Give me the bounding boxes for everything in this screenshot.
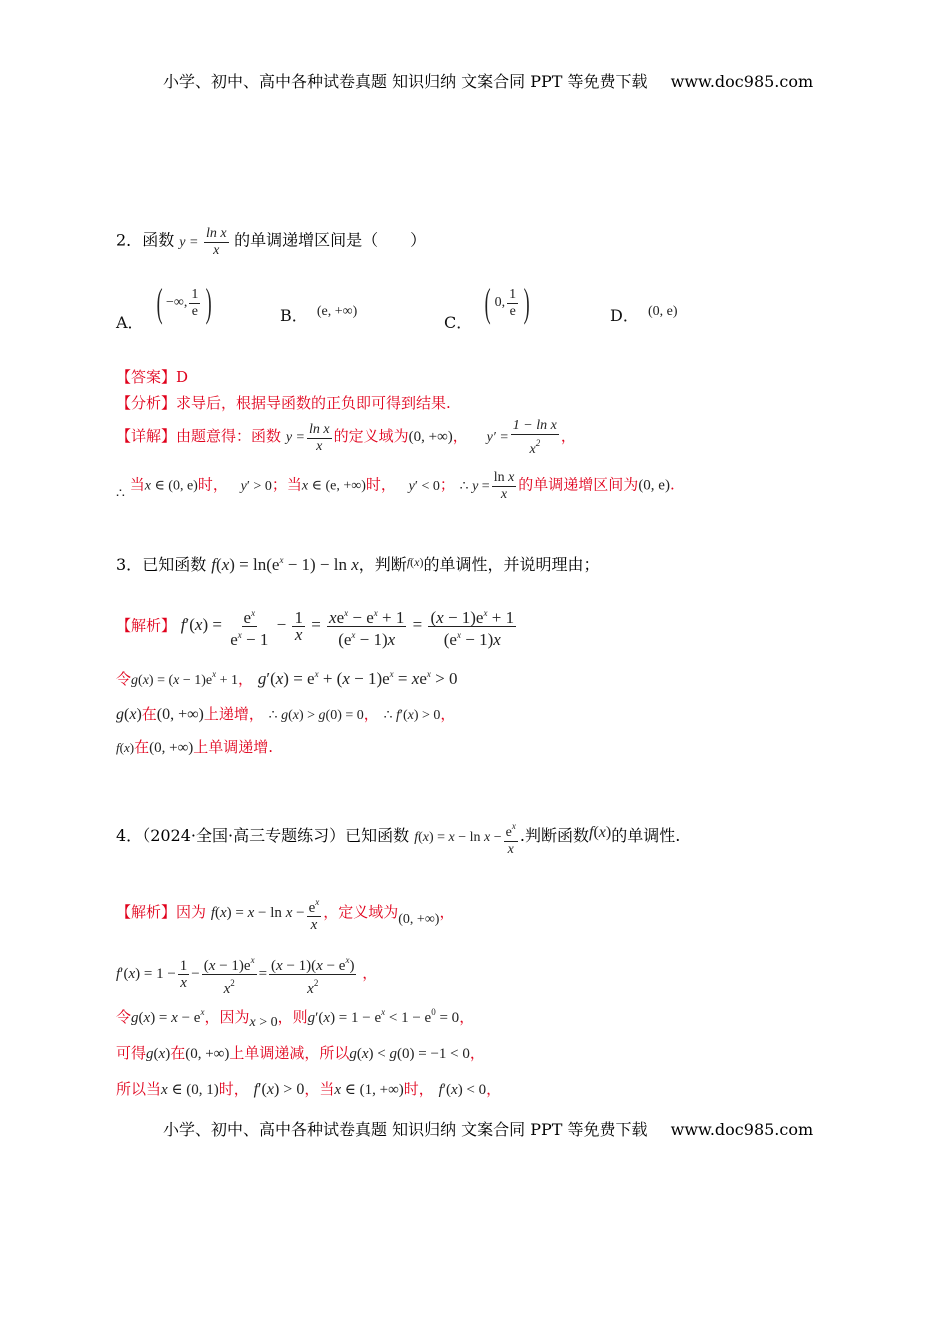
- q4-solution-line-1: 【解析】因为 f(x) = x − ln x − $\frac{e^x}{x}$ ，定义域为(0, +∞)，: [116, 894, 454, 933]
- q3-increasing: 上递增，: [203, 705, 264, 723]
- q4-f-def: f(x) = x − ln x − $\frac{e^x}{x}$: [211, 905, 323, 921]
- q3-line4-end: 上单调递增.: [193, 738, 274, 756]
- q4-because2: ，因为: [204, 1008, 250, 1026]
- option-c-label: C．: [444, 313, 473, 333]
- detail-text-2: 的定义域为: [333, 427, 409, 446]
- q4-g-deriv: $g'(x) = 1 - e^x < 1 - e^0 = 0$: [307, 1007, 460, 1026]
- q4-then: ，则: [277, 1008, 308, 1026]
- when-1-end: 时，: [197, 475, 228, 494]
- q4-when2: ，当: [304, 1080, 335, 1098]
- q3-g-deriv: $g'(x) = e^x + (x - 1)e^x = xe^x > 0$: [257, 669, 458, 688]
- page-footer: [163, 1117, 813, 1140]
- q2-conclusion: ∴ 当x ∈ (0, e)时， y′ > 0；当x ∈ (e, +∞)时， y′ < 0； ∴ y = $\frac{\text{ln x}}{x}$ 的单调递增区间为(0, e).: [116, 470, 675, 502]
- q2-option-b[interactable]: [280, 300, 357, 326]
- q3-jiexi-tag: 【解析】: [116, 616, 177, 635]
- q2-answer: [116, 366, 188, 387]
- q4-let: 令: [116, 1008, 132, 1026]
- q4-f-deriv: f′(x) = 1 − $\frac{1}{x}$ − $\frac{(x - 1)e^x}{x^2}$ = $\frac{(x - 1)(x - e^x)}{x^2}$: [116, 966, 362, 982]
- q3-suffix-1: ，判断: [358, 555, 407, 574]
- q3-prefix: 已知函数: [142, 555, 207, 574]
- q4-solution-line-2: f′(x) = 1 − $\frac{1}{x}$ − $\frac{(x - 1)e^x}{x^2}$ = $\frac{(x - 1)(x - e^x)}{x^2}$ ，: [116, 952, 377, 997]
- q2-suffix: 的单调递增区间是（ ）: [234, 230, 427, 250]
- q3-comma-2: ，: [363, 705, 379, 723]
- q3-interval-2: (0, +∞): [149, 740, 194, 756]
- q2-function: y = $\frac{\text{ln x}}{x}$: [179, 226, 227, 258]
- q3-solution-line-2: [116, 668, 457, 689]
- detail-sep-2: ，: [560, 427, 576, 446]
- detail-sep: ，: [452, 427, 468, 446]
- header-url[interactable]: www.doc985.com: [670, 72, 814, 91]
- q3-solution-line-1: [116, 605, 518, 648]
- q3-derivative: f′(x) = $\frac{e^x}{e^x - 1}$ − $\frac{1}{x}$ = $\frac{xe^x - e^x + 1}{(e^x - 1)x}$ = $\frac{(x - 1)e^x + 1}{(e^x - 1)x}$: [181, 615, 518, 634]
- q4-when-mid: 时，: [218, 1080, 249, 1098]
- q3-in-2: 在: [134, 738, 150, 756]
- final-interval: (0, e): [638, 477, 670, 494]
- answer-value: D: [176, 368, 189, 386]
- detail-derivative: y′ = $\frac{\text{1 − ln x}}{x^2}$: [486, 418, 557, 457]
- q4-can-get: 可得: [116, 1044, 147, 1062]
- q4-number: 4．: [116, 826, 143, 846]
- option-a-value: ( −∞, $\frac{1}{e}$ ): [156, 280, 213, 325]
- detail-text-1: 由题意得：函数: [176, 427, 282, 446]
- q4-fprime-neg: f′(x) < 0: [438, 1082, 487, 1098]
- detail-function: y = $\frac{\text{ln x}}{x}$: [285, 421, 330, 454]
- interval-2: x ∈ (e, +∞): [301, 478, 366, 494]
- q3-g: g(x): [116, 706, 142, 723]
- q4-mono: 的单调性.: [611, 826, 681, 846]
- footer-text: 小学、初中、高中各种试卷真题 知识归纳 文案合同 PPT 等免费下载: [163, 1120, 648, 1139]
- detail-domain: (0, +∞): [408, 429, 453, 446]
- q3-g-compare: ∴ g(x) > g(0) = 0: [268, 708, 364, 723]
- when-1: 当: [129, 475, 145, 494]
- option-d-label: D．: [610, 306, 639, 325]
- q4-so-when: 所以当: [116, 1080, 162, 1098]
- deriv-pos: y′ > 0: [240, 478, 272, 494]
- q4-solution-line-5: 所以当x ∈ (0, 1)时， f′(x) > 0，当x ∈ (1, +∞)时， f′(x) < 0，: [116, 1080, 502, 1098]
- q2-option-a[interactable]: [116, 280, 216, 333]
- q3-solution-line-4: [116, 736, 273, 757]
- q3-suffix-2: 的单调性，并说明理由；: [423, 555, 600, 574]
- q4-g: g(x): [146, 1046, 171, 1062]
- semi-2: ；: [439, 475, 455, 494]
- q4-when2-end: 时，: [403, 1080, 434, 1098]
- header-text: 小学、初中、高中各种试卷真题 知识归纳 文案合同 PPT 等免费下载: [163, 72, 648, 91]
- q4-because: 因为: [176, 902, 207, 921]
- q4-source: （2024·全国·高三专题练习）已知函数: [142, 826, 410, 846]
- question-4: [116, 818, 680, 858]
- therefore-symbol: ∴: [116, 486, 125, 502]
- q3-f: f(x): [116, 740, 135, 755]
- q2-number: 2．: [116, 230, 143, 250]
- interval-1: x ∈ (0, e): [144, 478, 198, 494]
- when-2-end: 时，: [365, 475, 396, 494]
- q4-solution-line-3: 令$g(x) = x - e^x$，因为x > 0，则$g'(x) = 1 - e^x < 1 - e^0 = 0$，: [116, 1007, 475, 1030]
- q4-interval-b: x ∈ (1, +∞): [334, 1082, 404, 1098]
- semi: ；: [271, 475, 287, 494]
- option-c-value: ( 0, $\frac{1}{e}$ ): [485, 280, 530, 325]
- q3-function: $f(x) = \ln(e^x - 1) - \ln x$: [211, 555, 359, 574]
- q3-comma-3: ，: [440, 705, 456, 723]
- q3-comma: ，: [238, 670, 254, 688]
- option-b-value: (e, +∞): [316, 304, 358, 319]
- answer-tag: 【答案】: [116, 368, 177, 386]
- q4-interval-a: x ∈ (0, 1): [161, 1082, 219, 1098]
- q4-judge: .判断函数: [519, 826, 589, 846]
- option-b-label: B．: [280, 306, 308, 325]
- q4-domain: ，定义域为: [323, 902, 399, 921]
- option-a-label: A．: [116, 313, 144, 333]
- q2-prefix: 函数: [142, 230, 175, 250]
- q4-jiexi-tag: 【解析】: [116, 902, 177, 921]
- q4-fx: f(x): [588, 824, 612, 842]
- q2-analysis: [116, 392, 451, 413]
- q2-option-c[interactable]: [444, 280, 534, 333]
- conclusion-function: ∴ y = $\frac{\text{ln x}}{x}$: [459, 470, 515, 502]
- q4-function: f(x) = x − ln x − $\frac{e^x}{x}$: [414, 830, 520, 845]
- when-2: 当: [286, 475, 302, 494]
- analysis-text: 求导后，根据导函数的正负即可得到结果.: [176, 394, 451, 412]
- question-2: [116, 226, 426, 259]
- q4-in: 在: [170, 1044, 186, 1062]
- question-3: [116, 552, 600, 575]
- q4-solution-line-4: 可得g(x)在(0, +∞)上单调递减，所以g(x) < g(0) = −1 < 0，: [116, 1044, 485, 1062]
- q3-fprime-pos: ∴ f′(x) > 0: [383, 708, 441, 723]
- q4-domain-interval: (0, +∞): [398, 911, 440, 927]
- q4-g-def: $g(x) = x - e^x$: [131, 1007, 205, 1026]
- analysis-tag: 【分析】: [116, 394, 177, 412]
- q3-g-def: $g(x) = (x - 1)e^x + 1$: [131, 669, 239, 688]
- mono-inc: 的单调递增区间为: [518, 475, 639, 494]
- q4-decreasing: 上单调递减，所以: [229, 1044, 350, 1062]
- deriv-neg: y′ < 0: [408, 478, 440, 494]
- q3-number: 3．: [116, 555, 143, 574]
- q3-fx: f(x): [406, 555, 424, 569]
- q3-interval: (0, +∞): [156, 706, 204, 723]
- option-d-value: (0, e): [647, 304, 678, 319]
- q4-interval: (0, +∞): [185, 1046, 230, 1062]
- q2-detail: [116, 418, 576, 458]
- detail-tag: 【详解】: [116, 427, 177, 446]
- q4-x-pos: x > 0: [249, 1015, 278, 1030]
- q2-option-d[interactable]: [610, 300, 677, 326]
- footer-url[interactable]: www.doc985.com: [670, 1120, 814, 1139]
- q4-g-compare: g(x) < g(0) = −1 < 0: [349, 1046, 470, 1062]
- q3-in: 在: [141, 705, 157, 723]
- q3-let: 令: [116, 670, 132, 688]
- q4-fprime-pos: f′(x) > 0: [253, 1081, 305, 1098]
- page-header: [163, 69, 813, 92]
- q3-solution-line-3: [116, 703, 455, 724]
